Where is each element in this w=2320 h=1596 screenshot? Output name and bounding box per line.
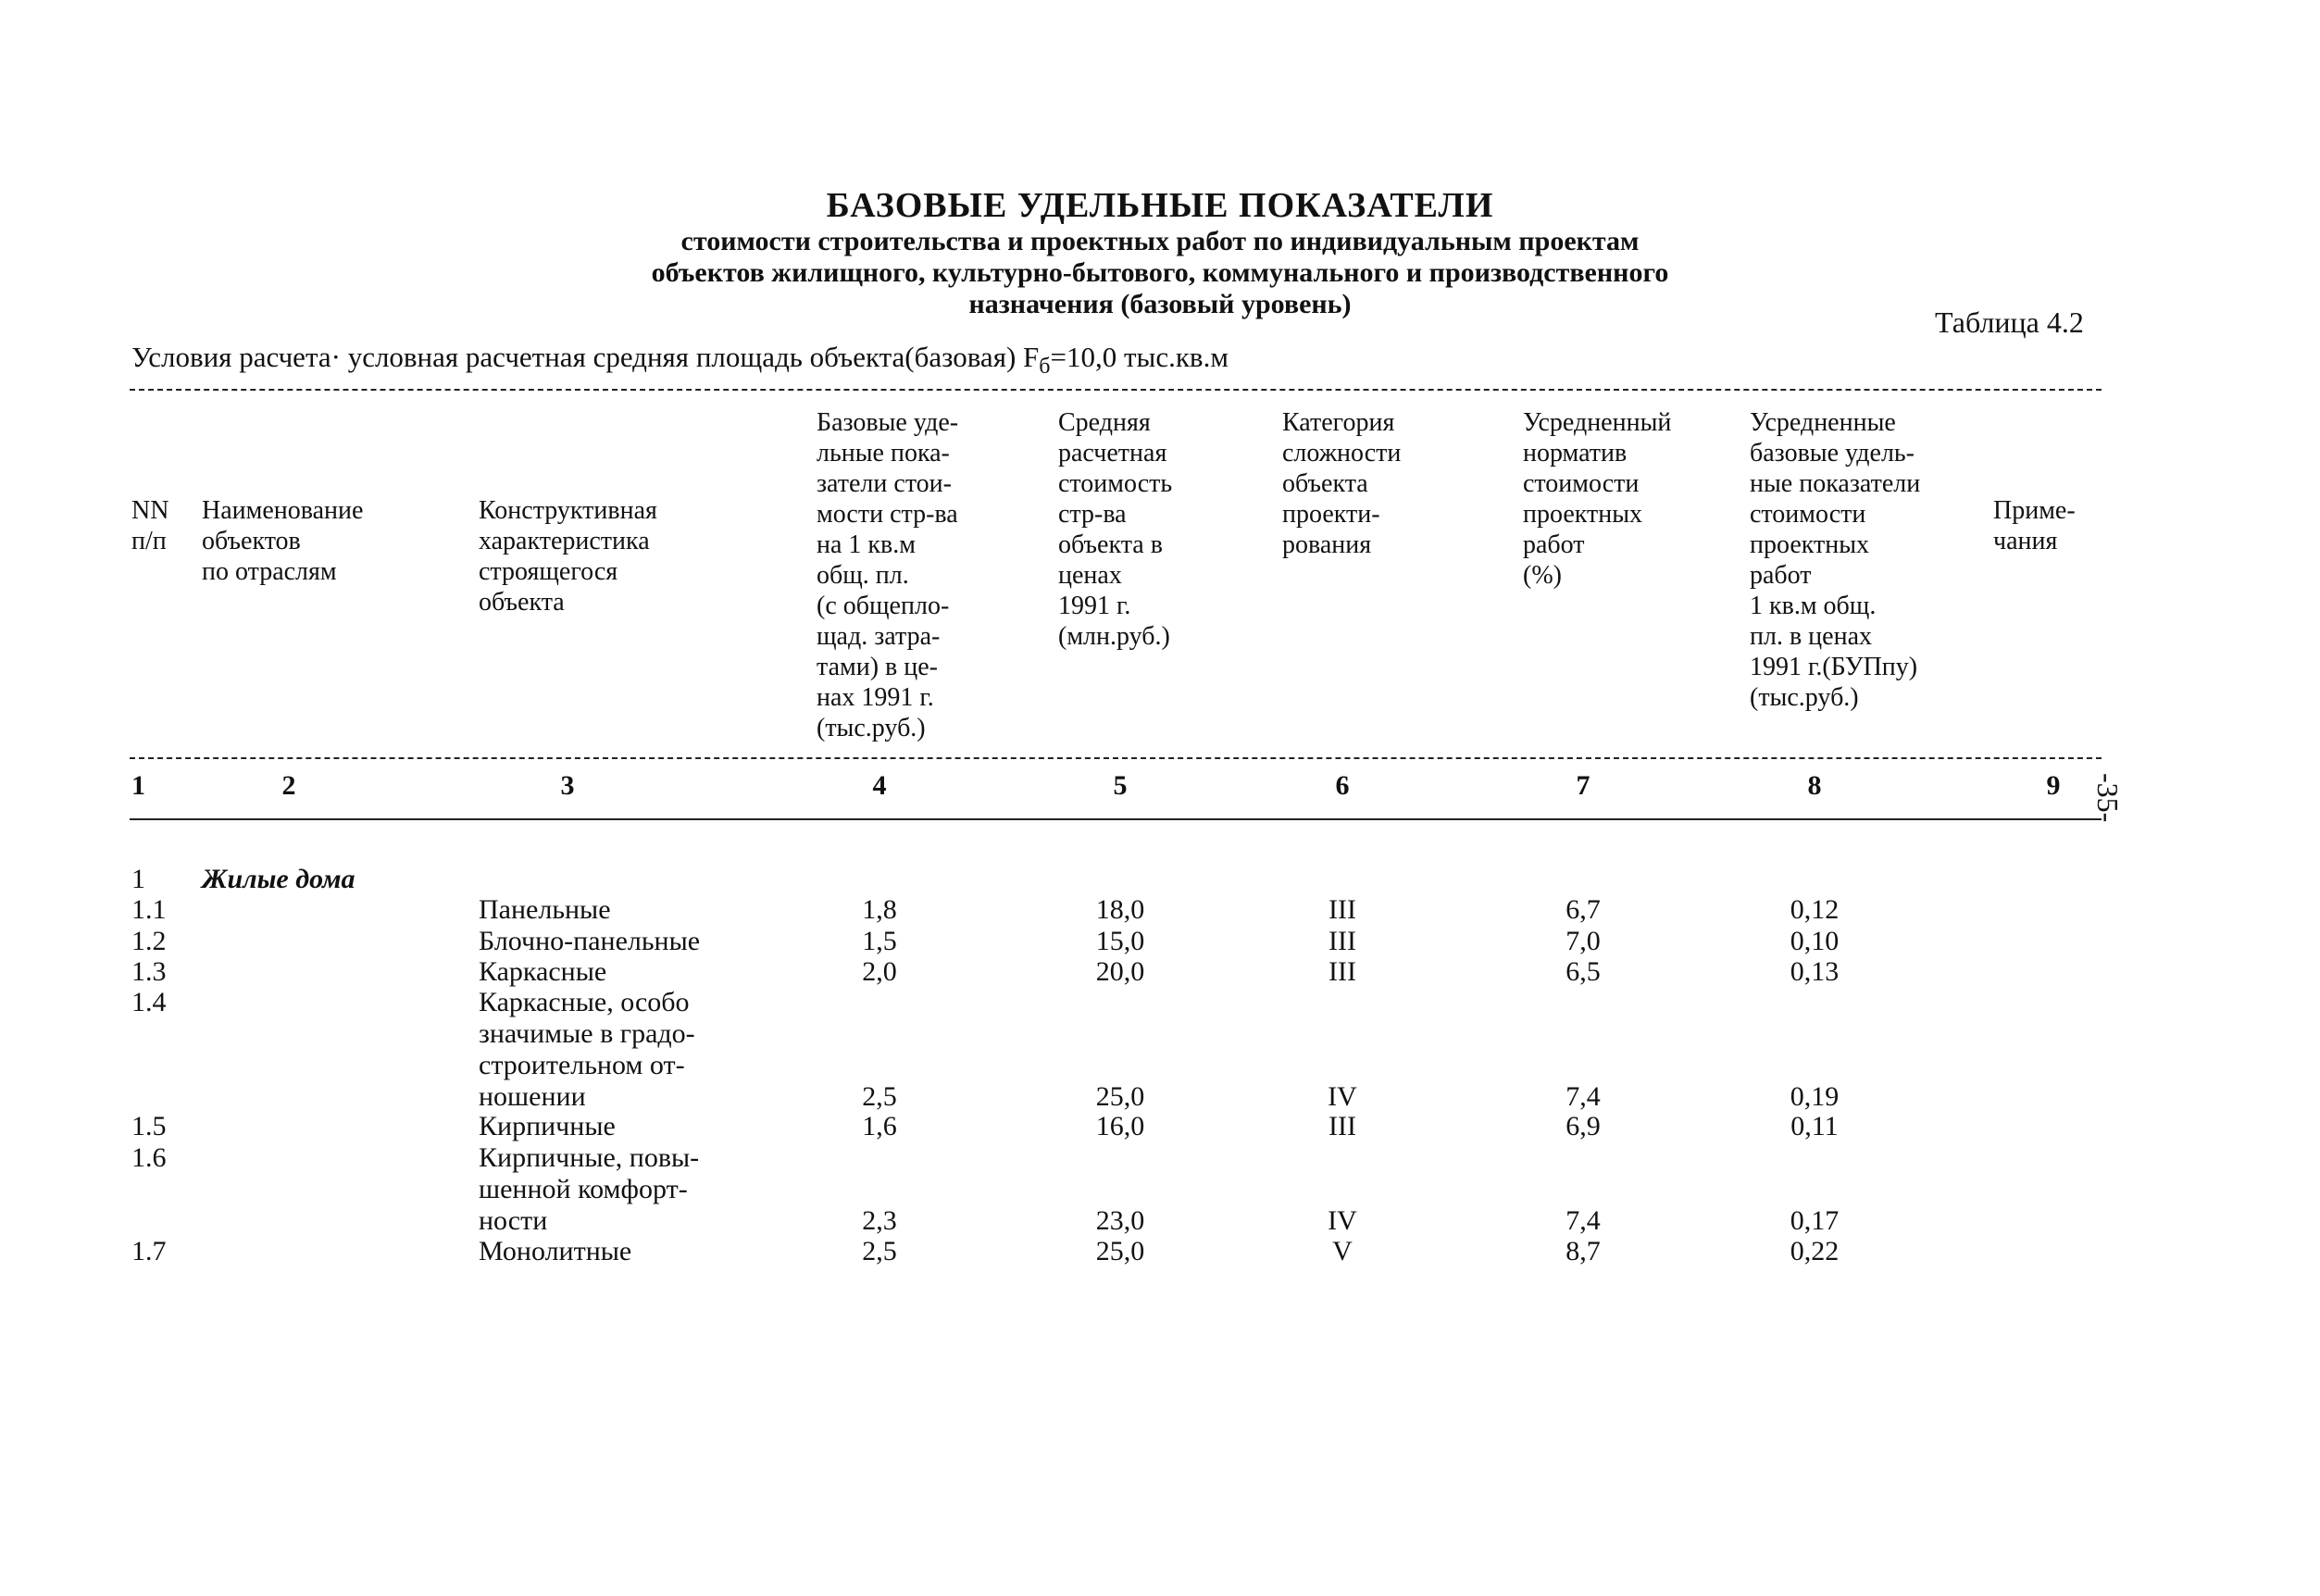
base-cost-value: 1,5 [862, 926, 897, 956]
column-number-1: 1 [131, 770, 145, 801]
row-number: 1.3 [131, 956, 167, 987]
average-cost-value: 25,0 [1095, 1236, 1145, 1266]
column-number-7: 7 [1576, 770, 1590, 801]
bup-value: 0,17 [1790, 1205, 1840, 1236]
column-header-7: Усредненный норматив стоимости проектных работ (%) [1523, 408, 1672, 590]
section-number: 1 [131, 864, 145, 894]
subtitle-line-1: стоимости строительства и проектных работ по индивидуальным проектам [680, 226, 1640, 256]
average-cost-value: 25,0 [1095, 1081, 1145, 1112]
average-cost-value: 23,0 [1095, 1205, 1145, 1236]
average-cost-value: 20,0 [1095, 956, 1145, 987]
column-header-6: Категория сложности объекта проекти- рования [1282, 408, 1402, 559]
average-cost-value: 18,0 [1095, 894, 1145, 925]
row-number: 1.4 [131, 987, 167, 1017]
base-cost-value: 2,5 [862, 1236, 897, 1266]
column-header-8: Усредненные базовые удель- ные показатели стоимости проектных работ 1 кв.м общ. пл. в ценах 1991 г.(БУПпу) (тыс.руб.) [1750, 408, 1921, 712]
column-header-5: Средняя расчетная стоимость стр-ва объекта в ценах 1991 г. (млн.руб.) [1058, 408, 1173, 651]
column-number-6: 6 [1335, 770, 1350, 801]
complexity-category: III [1328, 894, 1356, 925]
average-cost-value: 15,0 [1095, 926, 1145, 956]
column-number-4: 4 [872, 770, 887, 801]
subtitle-line-2: объектов жилищного, культурно-бытового, коммунального и производственного [651, 257, 1669, 288]
construction-type: Монолитные [479, 1236, 632, 1266]
complexity-category: V [1332, 1236, 1353, 1266]
column-number-8: 8 [1807, 770, 1822, 801]
row-number: 1.5 [131, 1111, 167, 1141]
bup-value: 0,11 [1790, 1111, 1839, 1141]
section-title: Жилые дома [202, 864, 355, 894]
construction-type: Блочно-панельные [479, 926, 701, 956]
complexity-category: III [1328, 1111, 1356, 1141]
design-norm-value: 7,4 [1565, 1205, 1601, 1236]
complexity-category: IV [1328, 1081, 1357, 1112]
complexity-category: IV [1328, 1205, 1357, 1236]
complexity-category: III [1328, 956, 1356, 987]
column-numbers-rule [130, 818, 2102, 820]
header-bottom-rule [130, 757, 2102, 759]
column-header-4: Базовые уде- льные пока- затели стои- мости стр-ва на 1 кв.м общ. пл. (с общеплo- щад. затра- тами) в це- нах 1991 г. (тыс.руб.) [817, 408, 959, 742]
construction-type: Панельные [479, 894, 611, 925]
design-norm-value: 6,5 [1565, 956, 1601, 987]
conditions-subscript: б [1039, 355, 1051, 380]
row-number: 1.1 [131, 894, 167, 925]
row-number: 1.2 [131, 926, 167, 956]
subtitle-line-3: назначения (базовый уровень) [968, 289, 1352, 319]
bup-value: 0,10 [1790, 926, 1840, 956]
column-number-5: 5 [1113, 770, 1128, 801]
column-number-3: 3 [560, 770, 575, 801]
column-number-2: 2 [281, 770, 296, 801]
header-top-rule [130, 389, 2102, 391]
conditions-suffix: =10,0 тыс.кв.м [1050, 341, 1229, 373]
average-cost-value: 16,0 [1095, 1111, 1145, 1141]
base-cost-value: 2,3 [862, 1205, 897, 1236]
design-norm-value: 6,7 [1565, 894, 1601, 925]
construction-type: Каркасные [479, 956, 607, 987]
construction-type: Кирпичные [479, 1111, 616, 1141]
calculation-conditions [131, 341, 1229, 380]
base-cost-value: 1,8 [862, 894, 897, 925]
row-number: 1.7 [131, 1236, 167, 1266]
row-number: 1.6 [131, 1142, 167, 1173]
construction-type: Кирпичные, повы- шенной комфорт- ности [479, 1142, 700, 1236]
conditions-text: Условия расчета· условная расчетная средняя площадь объекта(базовая) F [131, 341, 1040, 373]
document-title: БАЗОВЫЕ УДЕЛЬНЫЕ ПОКАЗАТЕЛИ [826, 186, 1494, 225]
column-number-9: 9 [2046, 770, 2061, 801]
bup-value: 0,22 [1790, 1236, 1840, 1266]
base-cost-value: 2,5 [862, 1081, 897, 1112]
complexity-category: III [1328, 926, 1356, 956]
column-header-1: NN п/п [131, 496, 169, 555]
page-number: -35- [2091, 773, 2125, 823]
bup-value: 0,19 [1790, 1081, 1840, 1112]
construction-type: Каркасные, особо значимые в градо- строительном от- ношении [479, 987, 695, 1112]
base-cost-value: 1,6 [862, 1111, 897, 1141]
base-cost-value: 2,0 [862, 956, 897, 987]
column-header-3: Конструктивная характеристика строящегося объекта [479, 496, 657, 617]
bup-value: 0,13 [1790, 956, 1840, 987]
bup-value: 0,12 [1790, 894, 1840, 925]
column-header-9: Приме- чания [1993, 496, 2076, 555]
design-norm-value: 7,4 [1565, 1081, 1601, 1112]
design-norm-value: 8,7 [1565, 1236, 1601, 1266]
table-number: Таблица 4.2 [1935, 305, 2084, 339]
design-norm-value: 7,0 [1565, 926, 1601, 956]
column-header-2: Наименование объектов по отраслям [202, 496, 364, 586]
design-norm-value: 6,9 [1565, 1111, 1601, 1141]
